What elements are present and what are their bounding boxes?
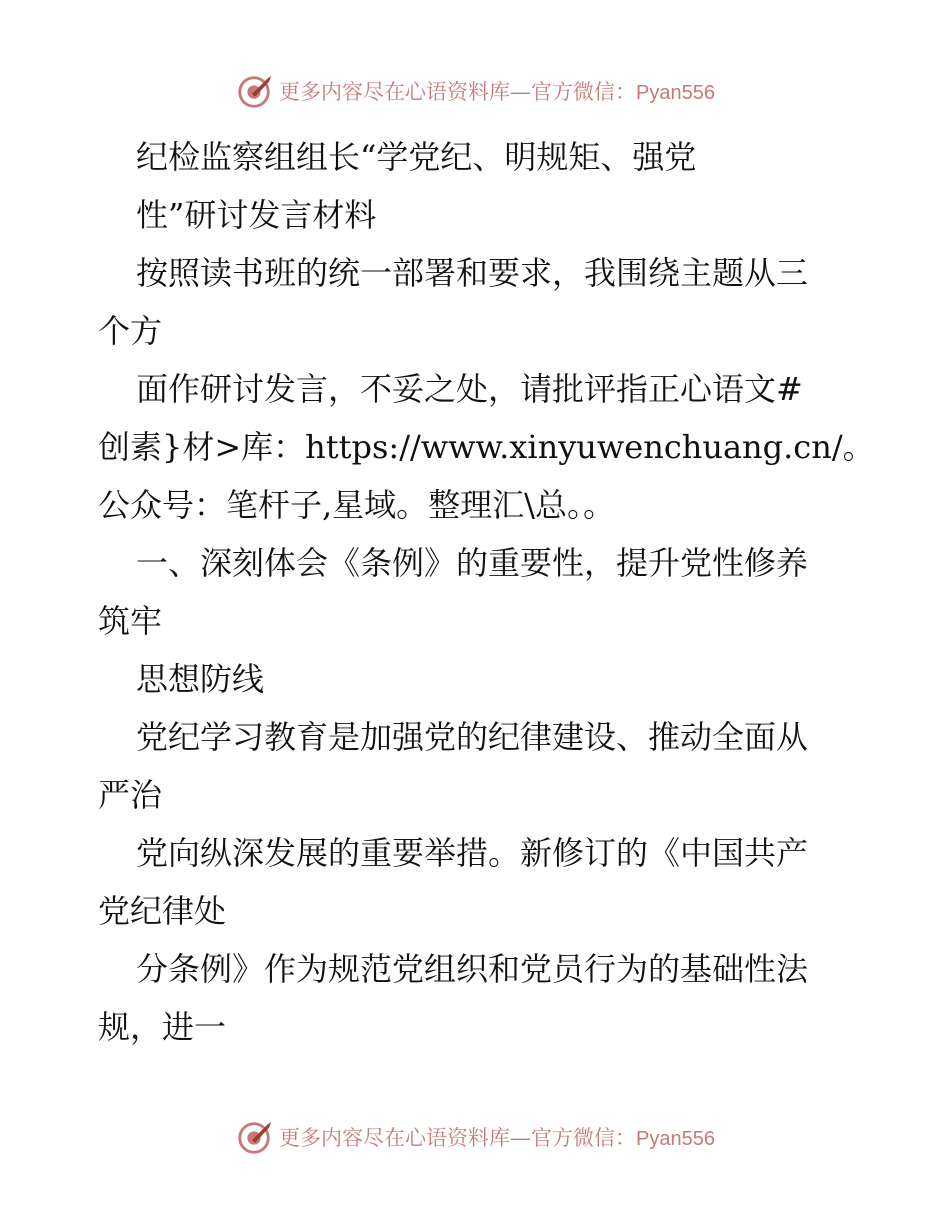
paragraph-line: 规，进一	[98, 1008, 227, 1046]
paragraph-line: 党纪律处	[98, 892, 227, 930]
paragraph-line: 公众号：笔杆子,星域。整理汇\总。。	[98, 486, 615, 524]
title-line-1: 纪检监察组组长“学党纪、明规矩、强党	[136, 138, 697, 176]
section-heading-line: 一、深刻体会《条例》的重要性，提升党性修养	[136, 544, 809, 582]
watermark-text: 更多内容尽在心语资料库—官方微信：Pyan556	[279, 1125, 715, 1150]
title-line-2: 性”研讨发言材料	[136, 196, 377, 234]
paragraph-line: 个方	[98, 312, 163, 350]
header-watermark	[0, 72, 950, 112]
paragraph-line: 分条例》作为规范党组织和党员行为的基础性法	[136, 950, 809, 988]
quill-logo-icon	[235, 1119, 273, 1157]
watermark-text: 更多内容尽在心语资料库—官方微信：Pyan556	[279, 79, 715, 104]
paragraph-line: 党纪学习教育是加强党的纪律建设、推动全面从	[136, 718, 809, 756]
document-body	[98, 128, 875, 1056]
paragraph-line: 创素}材>库：https://www.xinyuwenchuang.cn/。	[98, 428, 875, 466]
section-heading-line: 思想防线	[136, 660, 265, 698]
section-heading-line: 筑牢	[98, 602, 163, 640]
quill-logo-icon	[235, 73, 273, 111]
paragraph-line: 党向纵深发展的重要举措。新修订的《中国共产	[136, 834, 809, 872]
footer-watermark	[0, 1118, 950, 1158]
paragraph-line: 严治	[98, 776, 163, 814]
paragraph-line: 面作研讨发言，不妥之处，请批评指正心语文#	[136, 370, 803, 408]
paragraph-line: 按照读书班的统一部署和要求，我围绕主题从三	[136, 254, 809, 292]
